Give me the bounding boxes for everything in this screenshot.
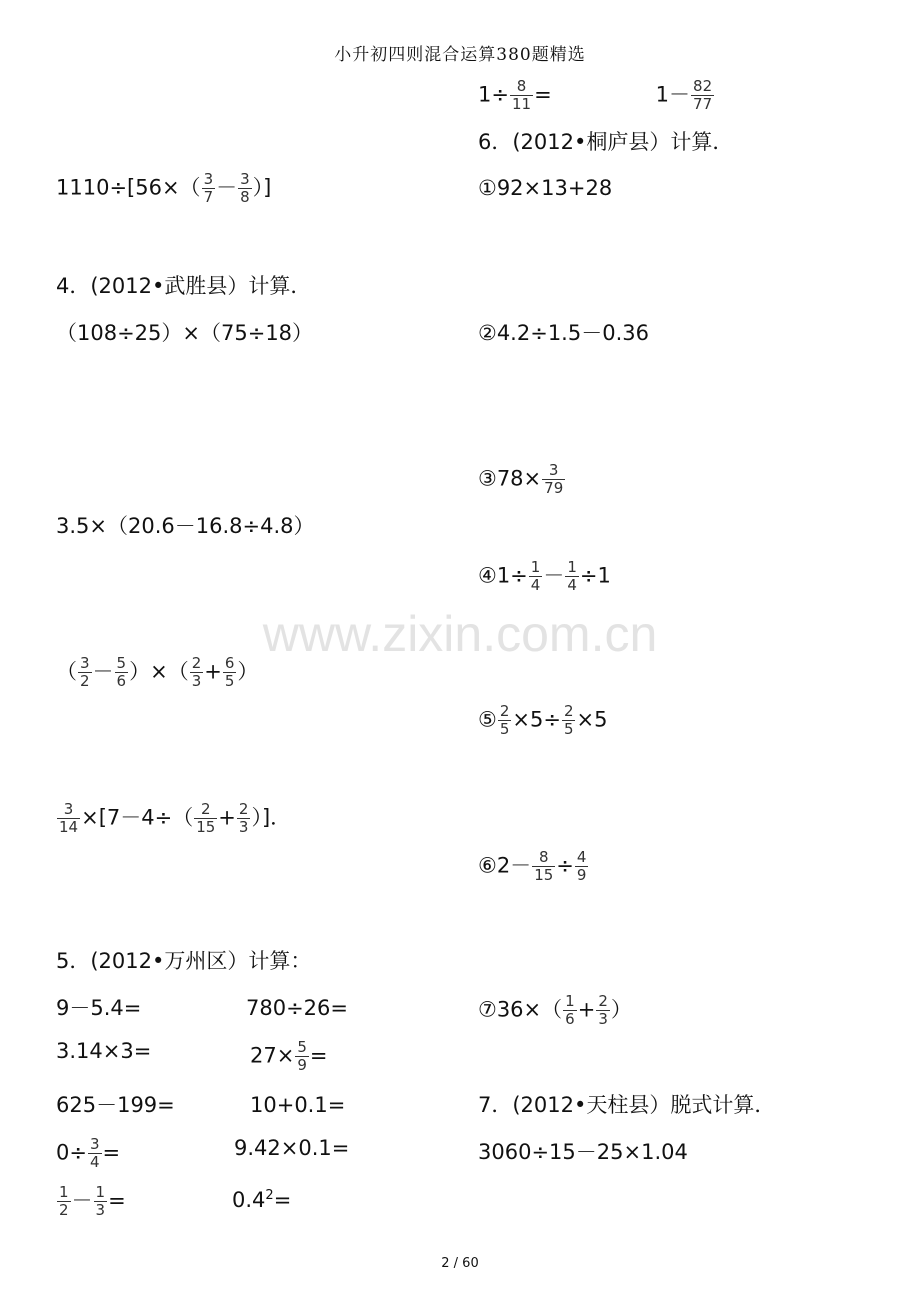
expr-3-14: $\frac{3}{14}$ ×[7－4÷（ $\frac{2}{15}$ + $\frac{2}{3}$ ）]． [59,800,292,836]
fraction: $\frac{1}{6}$ [565,992,575,1028]
fraction: $\frac{1}{2}$ [59,1183,69,1219]
fraction: $\frac{2}{5}$ [499,702,510,738]
fraction: $\frac{1}{4}$ [567,558,577,594]
page-header-title: 小升初四则混合运算380题精选 [334,45,586,65]
fraction: $\frac{2}{3}$ [191,654,202,690]
q6-item-7: ⑦36×（ $\frac{1}{6}$ + $\frac{2}{3}$ ） [478,992,632,1028]
expr-3-5: 3.5×（20.6－16.8÷4.8） [56,514,315,538]
q5-item: 10+0.1= [250,1093,346,1117]
fraction: $\frac{3}{14}$ [59,800,79,836]
fraction: $\frac{2}{3}$ [598,992,608,1028]
q6-item-6: ⑥2－ $\frac{8}{15}$ ÷ $\frac{4}{9}$ [478,848,587,884]
fraction: $\frac{3}{8}$ [240,170,250,206]
watermark: www.zixin.com.cn [262,606,658,662]
q5-item: 27× $\frac{5}{9}$ = [250,1038,328,1074]
expr-1110: 1110÷[56×（ $\frac{3}{7}$ － $\frac{3}{8}$ ）] [56,170,272,206]
fraction: $\frac{6}{5}$ [224,654,235,690]
fraction: $\frac{82}{77}$ [693,77,713,113]
fraction: $\frac{2}{15}$ [196,800,216,836]
expr-top-right: 1÷ $\frac{8}{11}$ = 1－ $\frac{82}{77}$ [478,77,713,113]
question-7-title: 7．(2012•天柱县）脱式计算． [478,1093,776,1117]
q7-expr: 3060÷15－25×1.04 [478,1140,688,1164]
q5-item: 3.14×3= [56,1039,152,1063]
q5-item: 0÷ $\frac{3}{4}$ = [56,1135,121,1171]
fraction: $\frac{1}{3}$ [95,1183,106,1219]
fraction: $\frac{2}{3}$ [238,800,249,836]
question-4-title: 4．(2012•武胜县）计算． [56,274,312,298]
fraction: $\frac{3}{2}$ [80,654,90,690]
q6-item-1: ①92×13+28 [478,176,613,200]
fraction: $\frac{8}{15}$ [534,848,554,884]
expr-fraction-product: （ $\frac{3}{2}$ － $\frac{5}{6}$ ）×（ $\frac{2}{3}$ + $\frac{6}{5}$ ） [56,654,259,690]
page-number: 2 / 60 [441,1256,479,1271]
q5-item: 780÷26= [246,996,348,1020]
q6-item-5: ⑤ $\frac{2}{5}$ ×5÷ $\frac{2}{5}$ ×5 [478,702,608,738]
fraction: $\frac{5}{9}$ [297,1038,307,1074]
fraction: $\frac{4}{9}$ [576,848,587,884]
question-6-title: 6．(2012•桐庐县）计算． [478,130,734,154]
fraction: $\frac{3}{79}$ [544,461,564,497]
fraction: $\frac{2}{5}$ [563,702,574,738]
fraction: $\frac{3}{4}$ [89,1135,100,1171]
fraction: $\frac{1}{4}$ [530,558,541,594]
fraction: $\frac{5}{6}$ [116,654,127,690]
fraction: $\frac{8}{11}$ [511,77,532,113]
fraction: $\frac{3}{7}$ [203,170,214,206]
q6-item-2: ②4.2÷1.5－0.36 [478,321,649,345]
q5-item: 9.42×0.1= [234,1136,350,1160]
q5-item: $\frac{1}{2}$ － $\frac{1}{3}$ = [59,1183,126,1219]
expr-108: （108÷25）×（75÷18） [56,321,314,345]
q5-item: $0.4^2=$ [232,1188,292,1212]
q6-item-4: ④1÷ $\frac{1}{4}$ － $\frac{1}{4}$ ÷1 [478,558,611,594]
q6-item-3: ③78× $\frac{3}{79}$ [478,461,564,497]
q5-item: 625－199= [56,1093,175,1117]
question-5-title: 5．(2012•万州区）计算： [56,949,312,973]
q5-item: 9－5.4= [56,996,142,1020]
